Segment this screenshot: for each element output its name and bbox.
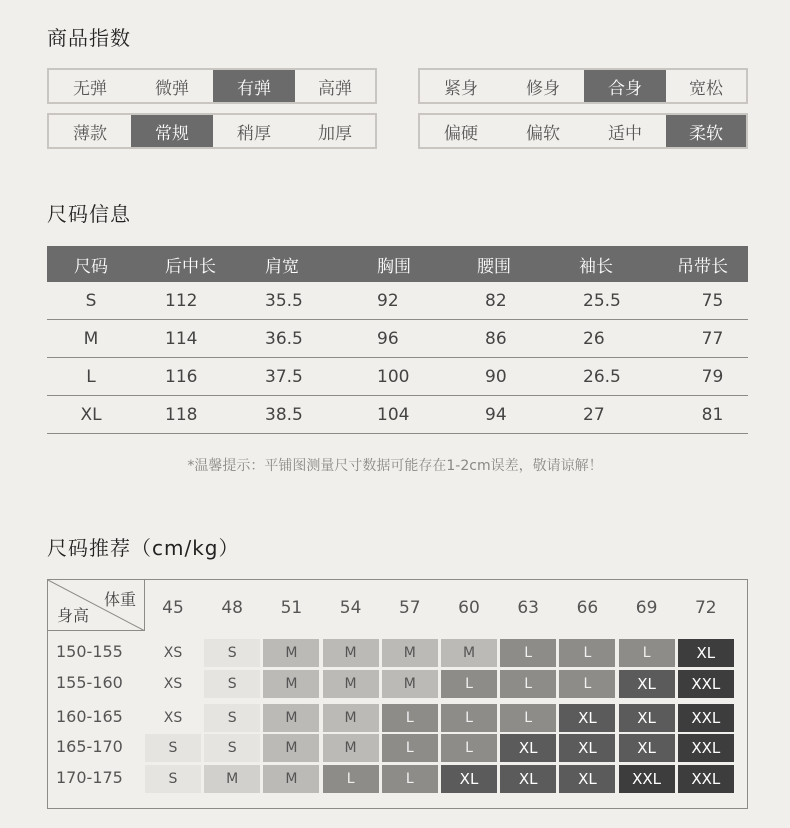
height-label: 155-160 — [56, 673, 123, 692]
index-group-3 — [47, 113, 377, 149]
size-cell: S — [145, 765, 201, 793]
size-cell: L — [441, 670, 497, 698]
size-cell: L — [382, 765, 438, 793]
size-cell: S — [204, 734, 260, 762]
index-option: 薄款 — [73, 123, 107, 144]
size-cell: M — [323, 639, 379, 667]
grid-corner-header — [48, 580, 145, 631]
weight-label: 60 — [458, 598, 480, 618]
size-cell: XL — [441, 765, 497, 793]
table-cell: 82 — [485, 290, 507, 311]
table-row — [47, 358, 748, 396]
index-option: 适中 — [608, 123, 642, 144]
weight-label: 51 — [280, 598, 303, 618]
size-cell: L — [559, 639, 615, 667]
size-cell: XL — [559, 765, 615, 793]
size-cell: XXL — [678, 734, 734, 762]
size-cell: XXL — [678, 704, 734, 732]
size-cell: L — [619, 639, 675, 667]
index-option: 微弹 — [155, 78, 189, 99]
size-cell: L — [323, 765, 379, 793]
table-cell: 94 — [485, 404, 507, 425]
table-row — [47, 282, 748, 320]
table-cell: 81 — [701, 404, 724, 425]
index-option: 紧身 — [444, 78, 478, 99]
table-cell: 35.5 — [265, 290, 303, 311]
size-cell: XL — [559, 704, 615, 732]
table-cell: 75 — [701, 290, 724, 311]
size-cell: S — [204, 704, 260, 732]
corner-height-label: 身高 — [57, 606, 90, 625]
column-header: 后中长 — [165, 256, 216, 277]
height-label: 165-170 — [56, 737, 123, 756]
column-header: 胸围 — [377, 256, 411, 277]
size-table — [47, 246, 748, 434]
column-header: 尺码 — [74, 256, 108, 277]
size-cell: XXL — [619, 765, 675, 793]
table-row — [47, 320, 748, 358]
table-cell: M — [83, 328, 99, 349]
table-cell: 90 — [485, 366, 507, 387]
size-cell: M — [263, 734, 319, 762]
size-cell: M — [382, 670, 438, 698]
size-recommend-title: 尺码推荐（cm/kg） — [47, 536, 240, 560]
index-option: 偏硬 — [444, 123, 478, 144]
weight-label: 66 — [576, 598, 599, 618]
size-cell: XL — [619, 734, 675, 762]
table-cell: 118 — [165, 404, 198, 425]
size-cell: M — [263, 639, 319, 667]
weight-label: 72 — [694, 598, 717, 618]
size-cell: L — [559, 670, 615, 698]
size-cell: XL — [678, 639, 734, 667]
table-cell: 92 — [377, 290, 399, 311]
weight-label: 63 — [517, 598, 539, 618]
size-cell: M — [204, 765, 260, 793]
index-option-selected: 有弹 — [213, 70, 295, 102]
column-header: 袖长 — [579, 256, 613, 277]
size-cell: M — [441, 639, 497, 667]
size-cell: XL — [619, 704, 675, 732]
table-cell: 27 — [583, 404, 605, 425]
size-cell: XXL — [678, 765, 734, 793]
size-info-title: 尺码信息 — [47, 202, 131, 226]
index-option: 偏软 — [526, 123, 560, 144]
size-cell: XS — [163, 710, 183, 726]
table-cell: 86 — [485, 328, 507, 349]
column-header: 腰围 — [477, 256, 511, 277]
size-cell: M — [323, 734, 379, 762]
index-option: 加厚 — [318, 123, 352, 144]
corner-weight-label: 体重 — [103, 590, 136, 609]
size-cell: XL — [500, 734, 556, 762]
table-cell: 38.5 — [265, 404, 303, 425]
table-cell: 112 — [165, 290, 198, 311]
table-cell: 96 — [377, 328, 399, 349]
index-option: 稍厚 — [237, 123, 271, 144]
column-header: 吊带长 — [677, 256, 728, 277]
size-cell: L — [500, 704, 556, 732]
product-index-title: 商品指数 — [47, 26, 131, 50]
size-cell: M — [263, 765, 319, 793]
size-cell: L — [441, 704, 497, 732]
index-option-selected: 常规 — [131, 115, 213, 147]
weight-label: 54 — [339, 598, 362, 618]
table-cell: L — [86, 366, 96, 387]
index-group-4 — [418, 113, 748, 149]
weight-label: 45 — [162, 598, 184, 618]
size-cell: M — [263, 704, 319, 732]
size-cell: XXL — [678, 670, 734, 698]
height-label: 160-165 — [56, 707, 123, 726]
table-cell: 26.5 — [583, 366, 621, 387]
size-cell: S — [204, 670, 260, 698]
size-cell: L — [382, 734, 438, 762]
index-option: 高弹 — [318, 78, 352, 99]
table-cell: 116 — [165, 366, 198, 387]
table-cell: 37.5 — [265, 366, 303, 387]
size-cell: M — [382, 639, 438, 667]
table-cell: 25.5 — [583, 290, 621, 311]
weight-label: 57 — [398, 598, 421, 618]
size-table-header — [47, 246, 748, 282]
size-cell: XL — [500, 765, 556, 793]
size-cell: L — [500, 639, 556, 667]
index-option: 修身 — [526, 78, 560, 99]
size-cell: M — [263, 670, 319, 698]
index-option-selected: 柔软 — [666, 115, 746, 147]
size-cell: L — [382, 704, 438, 732]
weight-label: 48 — [221, 598, 243, 618]
index-option: 无弹 — [73, 78, 107, 99]
table-cell: XL — [80, 404, 102, 425]
size-cell: XS — [163, 676, 183, 692]
weight-label: 69 — [635, 598, 658, 618]
table-cell: 26 — [583, 328, 605, 349]
table-cell: 114 — [165, 328, 198, 349]
size-cell: XL — [559, 734, 615, 762]
table-row — [47, 396, 748, 434]
table-cell: 100 — [377, 366, 410, 387]
size-cell: XS — [163, 645, 183, 661]
index-option-selected: 合身 — [584, 70, 666, 102]
table-cell: S — [85, 290, 97, 311]
table-cell: 79 — [701, 366, 724, 387]
measurement-note: *温馨提示：平铺图测量尺寸数据可能存在1-2cm误差，敬请谅解！ — [187, 458, 603, 474]
index-group-2 — [418, 68, 748, 104]
size-cell: M — [323, 670, 379, 698]
table-cell: 104 — [377, 404, 410, 425]
column-header: 肩宽 — [265, 256, 299, 277]
size-cell: L — [441, 734, 497, 762]
size-cell: M — [323, 704, 379, 732]
size-cell: S — [204, 639, 260, 667]
size-cell: L — [500, 670, 556, 698]
index-group-1 — [47, 68, 377, 104]
size-cell: S — [145, 734, 201, 762]
table-cell: 77 — [701, 328, 724, 349]
index-option: 宽松 — [689, 78, 723, 99]
height-label: 170-175 — [56, 768, 123, 787]
height-label: 150-155 — [56, 642, 123, 661]
size-recommend-grid — [47, 579, 748, 809]
size-cell: XL — [619, 670, 675, 698]
table-cell: 36.5 — [265, 328, 303, 349]
